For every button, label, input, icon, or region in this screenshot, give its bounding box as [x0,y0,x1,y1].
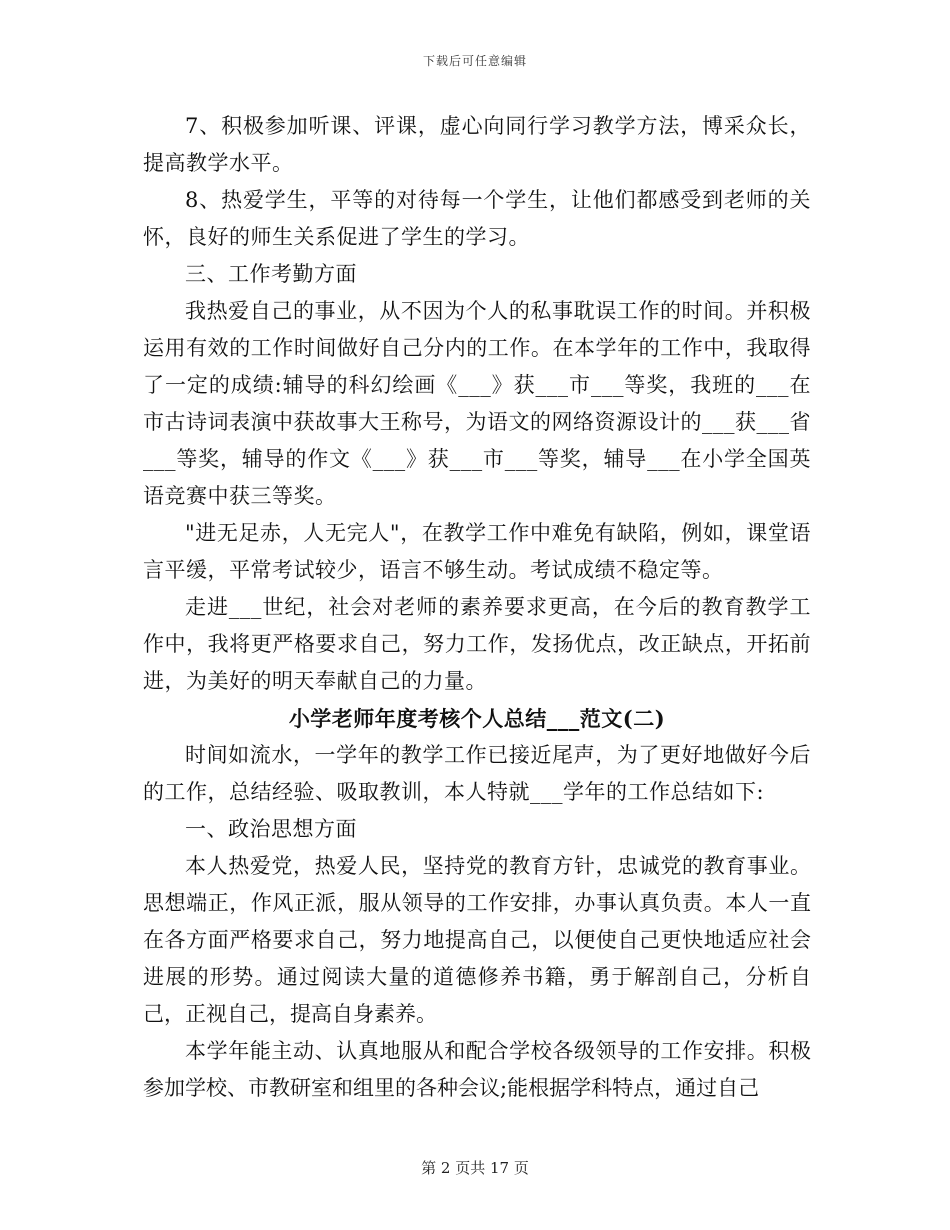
section-subheading: 一、政治思想方面 [185,817,357,841]
paragraph: 8、热爱学生，平等的对待每一个学生，让他们都感受到老师的关怀，良好的师生关系促进了学生的学习。 [143,188,811,249]
document-body [143,108,811,1107]
article-title: 小学老师年度考核个人总结___范文(二) [288,706,666,731]
paragraph: 本学年能主动、认真地服从和配合学校各级领导的工作安排。积极参加学校、市教研室和组里的各种会议;能根据学科特点，通过自己 [143,1039,811,1100]
paragraph: 走进___世纪，社会对老师的素养要求更高，在今后的教育教学工作中，我将更严格要求自己，努力工作，发扬优点，改正缺点，开拓前进，为美好的明天奉献自己的力量。 [143,595,811,693]
paragraph: "进无足赤，人无完人"，在教学工作中难免有缺陷，例如，课堂语言平缓，平常考试较少，语言不够生动。考试成绩不稳定等。 [143,521,811,582]
paragraph: 本人热爱党，热爱人民，坚持党的教育方针，忠诚党的教育事业。思想端正，作风正派，服从领导的工作安排，办事认真负责。本人一直在各方面严格要求自己，努力地提高自己，以便使自己更快地适应社会进展的形势。通过阅读大量的道德修养书籍，勇于解剖自己，分析自己，正视自己，提高自身素养。 [143,854,811,1026]
page-header-note: 下载后可任意编辑 [422,54,527,68]
page-number: 第 2 页共 17 页 [421,1159,529,1177]
paragraph: 时间如流水，一学年的教学工作已接近尾声，为了更好地做好今后的工作，总结经验、吸取教训，本人特就___学年的工作总结如下: [143,743,811,804]
paragraph: 我热爱自己的事业，从不因为个人的私事耽误工作的时间。并积极运用有效的工作时间做好自己分内的工作。在本学年的工作中，我取得了一定的成绩:辅导的科幻绘画《___》获___市___等奖，我班的___在市古诗词表演中获故事大王称号，为语文的网络资源设计的___获___省___等奖，辅导的作文《___》获___市___等奖，辅导___在小学全国英语竞赛中获三等奖。 [143,299,811,508]
section-subheading: 三、工作考勤方面 [185,262,357,286]
paragraph: 7、积极参加听课、评课，虚心向同行学习教学方法，博采众长，提高教学水平。 [143,114,811,175]
